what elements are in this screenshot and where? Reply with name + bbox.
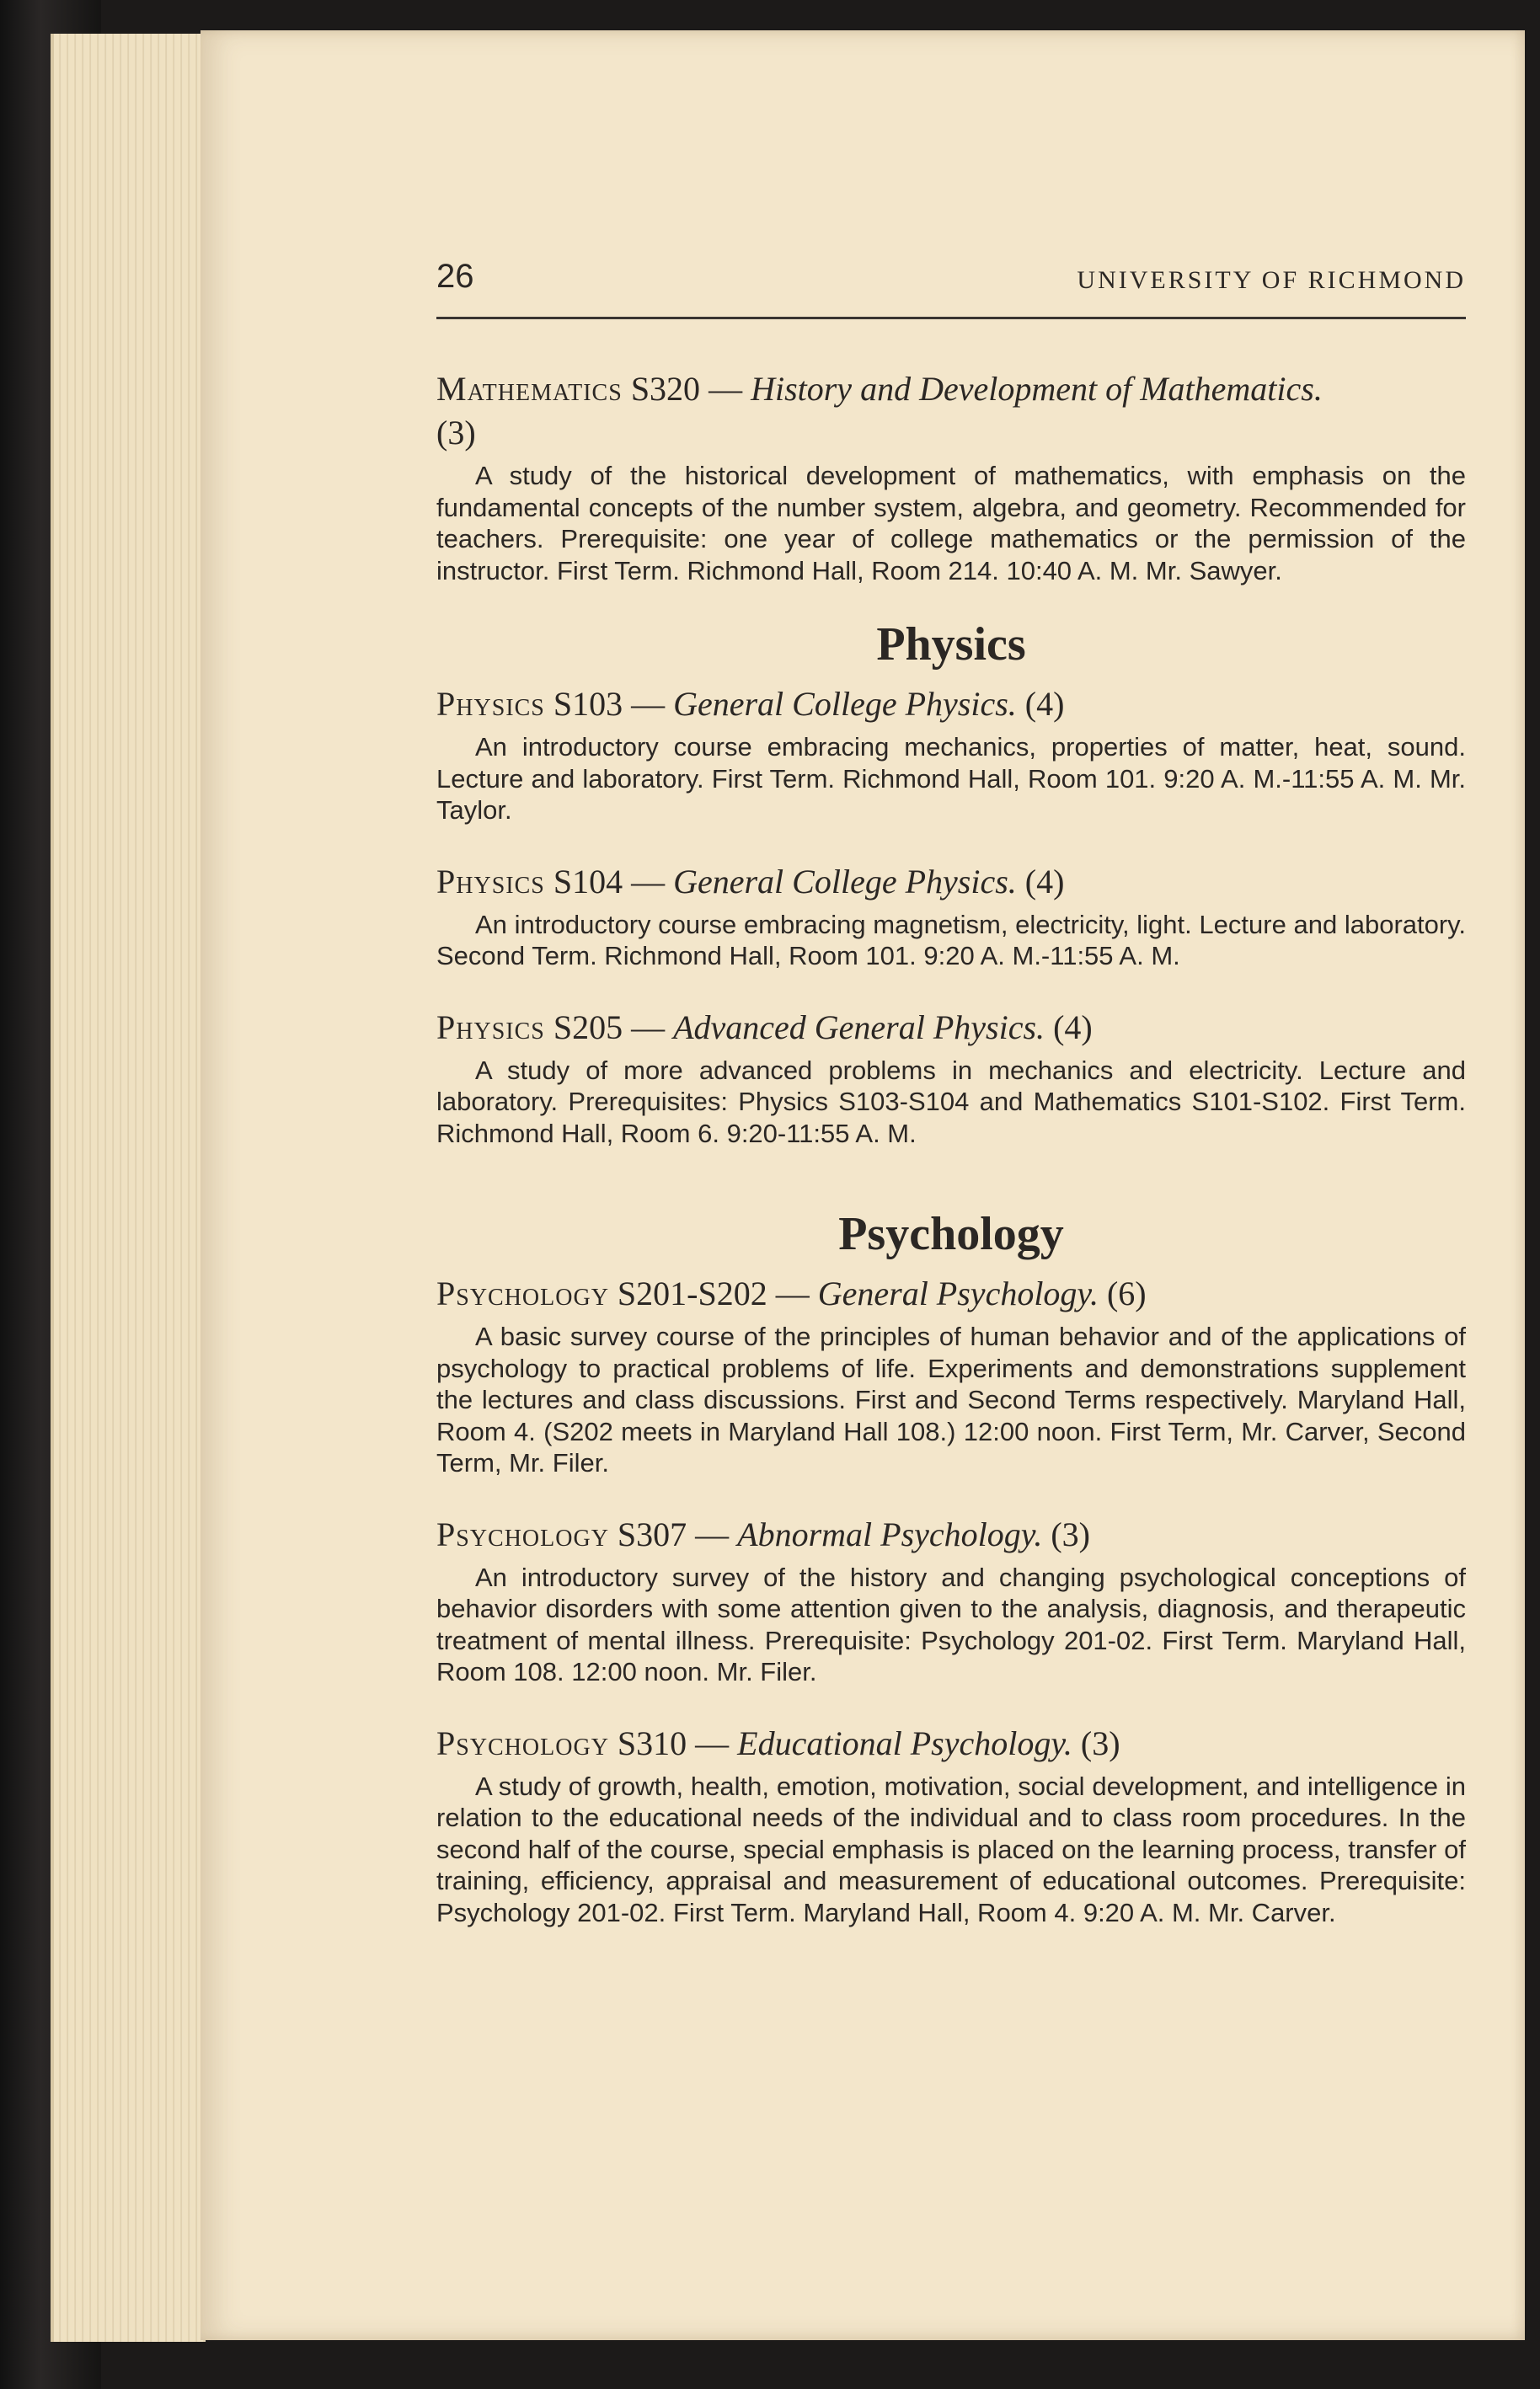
course-number: S205 — [553, 1007, 623, 1046]
course-title: Advanced General Physics. — [673, 1007, 1045, 1046]
course-description: A study of the historical development of mathematics, with emphasis on the fundamental concepts of the number system, algebra, and geometry. Recommended for teachers. Prerequisite: one year of college mathematics or the permission of the instructor. First Term. Richmond Hall, Room 214. 10:40 A. M. Mr. Sawyer. — [436, 461, 1466, 585]
course-number: S104 — [553, 862, 623, 901]
course-dept: Psychology — [436, 1515, 609, 1553]
course-dash: — — [695, 1724, 730, 1762]
course-entry — [436, 1513, 1466, 1688]
course-credits: (3) — [1051, 1515, 1090, 1553]
course-number: S310 — [617, 1724, 687, 1762]
course-dash: — — [695, 1515, 730, 1553]
course-heading — [436, 367, 1466, 455]
course-number: S201-S202 — [617, 1275, 767, 1312]
course-dash: — — [775, 1275, 810, 1312]
course-dept: Psychology — [436, 1724, 609, 1762]
course-number: S320 — [630, 370, 701, 408]
course-entry — [436, 860, 1466, 972]
course-description: An introductory survey of the history and changing psychological conceptions of behavior disorders with some attention given to the analysis, diagnosis, and therapeutic treatment of mental illness. Prerequisite: Psychology 201-02. First Term. Maryland Hall, Room 108. 12:00 noon. Mr. Filer. — [436, 1562, 1466, 1686]
course-description: An introductory course embracing magnetism, electricity, light. Lecture and laboratory. Second Term. Richmond Hall, Room 101. 9:20 A. M.-11:55 A. M. — [436, 909, 1466, 970]
page-header — [436, 258, 1466, 319]
course-heading — [436, 860, 1466, 904]
course-heading — [436, 1722, 1466, 1766]
section-title-physics: Physics — [876, 618, 1026, 671]
course-credits: (4) — [1024, 862, 1065, 901]
course-credits: (4) — [1024, 685, 1065, 723]
course-credits: (3) — [436, 414, 476, 452]
course-entry — [436, 1272, 1466, 1479]
course-listing — [436, 367, 1466, 1928]
course-dash: — — [631, 1007, 666, 1046]
course-title: General College Physics. — [673, 862, 1017, 901]
course-entry — [436, 367, 1466, 586]
course-heading — [436, 682, 1466, 726]
course-entry — [436, 1722, 1466, 1929]
course-dash: — — [631, 685, 666, 723]
course-number: S307 — [617, 1515, 687, 1553]
course-dept: Psychology — [436, 1275, 609, 1312]
course-credits: (3) — [1080, 1724, 1120, 1762]
course-heading — [436, 1513, 1466, 1557]
course-description: A study of more advanced problems in mechanics and electricity. Lecture and laboratory. Prerequisites: Physics S103-S104 and Mathematics S101-S102. First Term. Richmond Hall, Room 6. 9:20-11:55 A. M. — [436, 1055, 1466, 1148]
course-dept: Mathematics — [436, 370, 623, 408]
page-edges — [51, 34, 206, 2342]
course-entry — [436, 1006, 1466, 1150]
course-description: An introductory course embracing mechanics, properties of matter, heat, sound. Lecture and laboratory. First Term. Richmond Hall, Room 101. 9:20 A. M.-11:55 A. M. Mr. Taylor. — [436, 732, 1466, 825]
course-title: Educational Psychology. — [737, 1724, 1072, 1762]
course-credits: (4) — [1053, 1007, 1093, 1046]
course-dash: — — [709, 370, 743, 408]
course-dept: Physics — [436, 862, 545, 901]
running-head: UNIVERSITY OF RICHMOND — [1077, 266, 1466, 294]
course-dash: — — [631, 862, 666, 901]
course-title: General College Physics. — [673, 685, 1017, 723]
course-title: History and Development of Mathematics. — [751, 370, 1323, 408]
course-entry — [436, 682, 1466, 826]
course-description: A basic survey course of the principles of human behavior and of the applications of psychology to practical problems of life. Experiments and demonstrations supplement the lectures and class discussions. First and Second Terms respectively. Maryland Hall, Room 4. (S202 meets in Maryland Hall 108.) 12:00 noon. First Term, Mr. Carver, Second Term, Mr. Filer. — [436, 1322, 1466, 1478]
course-description: A study of growth, health, emotion, motivation, social development, and intelligence in relation to the educational needs of the individual and to class room procedures. In the second half of the course, special emphasis is placed on the learning process, transfer of training, efficiency, appraisal and measurement of educational outcomes. Prerequisite: Psychology 201-02. First Term. Maryland Hall, Room 4. 9:20 A. M. Mr. Carver. — [436, 1771, 1466, 1927]
course-dept: Physics — [436, 1007, 545, 1046]
section-title-psychology: Psychology — [838, 1208, 1064, 1260]
course-heading — [436, 1006, 1466, 1050]
course-heading — [436, 1272, 1466, 1316]
course-title: General Psychology. — [817, 1275, 1099, 1312]
course-credits: (6) — [1106, 1275, 1147, 1312]
course-number: S103 — [553, 685, 623, 723]
page-number: 26 — [436, 258, 474, 295]
course-title: Abnormal Psychology. — [737, 1515, 1043, 1553]
course-dept: Physics — [436, 685, 545, 723]
